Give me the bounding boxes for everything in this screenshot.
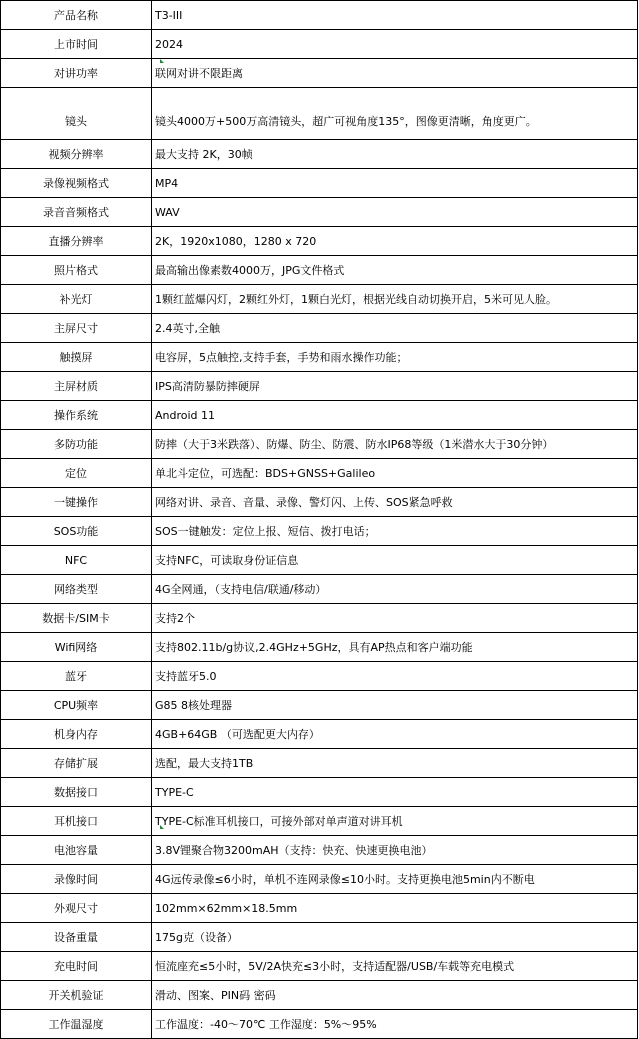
spec-row — [1, 227, 638, 256]
spec-label: 操作系统 — [1, 401, 152, 430]
spec-value: 选配，最大支持1TB — [152, 749, 638, 778]
spec-row — [1, 30, 638, 59]
spec-row — [1, 575, 638, 604]
spec-value: 滑动、图案、PIN码 密码 — [152, 981, 638, 1010]
spec-value: 102mm×62mm×18.5mm — [152, 894, 638, 923]
spec-row — [1, 720, 638, 749]
spec-value: MP4 — [152, 169, 638, 198]
spec-label: 数据卡/SIM卡 — [1, 604, 152, 633]
spec-value: G85 8核处理器 — [152, 691, 638, 720]
spec-label: 一键操作 — [1, 488, 152, 517]
spec-label: 对讲功率 — [1, 59, 152, 88]
spec-value: TYPE-C标准耳机接口，可接外部对单声道对讲耳机 — [152, 807, 638, 836]
spec-value: SOS一键触发：定位上报、短信、拨打电话； — [152, 517, 638, 546]
spec-row — [1, 546, 638, 575]
spec-value: 2.4英寸,全触 — [152, 314, 638, 343]
spec-value: IPS高清防暴防摔硬屏 — [152, 372, 638, 401]
spec-row — [1, 140, 638, 169]
spec-label: 产品名称 — [1, 1, 152, 30]
spec-value: 工作温度：-40～70℃ 工作湿度：5%～95% — [152, 1010, 638, 1039]
spec-label: 补光灯 — [1, 285, 152, 314]
spec-row — [1, 662, 638, 691]
spec-label: 录像视频格式 — [1, 169, 152, 198]
spec-value: 3.8V锂聚合物3200mAH（支持：快充、快速更换电池） — [152, 836, 638, 865]
spec-row — [1, 981, 638, 1010]
cell-comment-marker — [160, 825, 164, 829]
spec-value: 4G远传录像≤6小时，单机不连网录像≤10小时。支持更换电池5min内不断电 — [152, 865, 638, 894]
spec-value: 单北斗定位，可选配：BDS+GNSS+Galileo — [152, 459, 638, 488]
spec-row — [1, 1010, 638, 1039]
spec-label: 蓝牙 — [1, 662, 152, 691]
spec-label: 录像时间 — [1, 865, 152, 894]
spec-label: 视频分辨率 — [1, 140, 152, 169]
spec-row — [1, 633, 638, 662]
spec-label: 直播分辨率 — [1, 227, 152, 256]
spec-label: CPU频率 — [1, 691, 152, 720]
spec-label: NFC — [1, 546, 152, 575]
spec-row — [1, 401, 638, 430]
spec-label: 主屏尺寸 — [1, 314, 152, 343]
spec-label: SOS功能 — [1, 517, 152, 546]
spec-value: 最高输出像素数4000万，JPG文件格式 — [152, 256, 638, 285]
spec-value: 175g克（设备） — [152, 923, 638, 952]
spec-value: 4GB+64GB （可选配更大内存） — [152, 720, 638, 749]
spec-value: 最大支持 2K，30帧 — [152, 140, 638, 169]
spec-label: 网络类型 — [1, 575, 152, 604]
spec-value: 网络对讲、录音、音量、录像、警灯闪、上传、SOS紧急呼救 — [152, 488, 638, 517]
spec-label: 镜头 — [1, 88, 152, 140]
spec-label: 录音音频格式 — [1, 198, 152, 227]
spec-label: 存储扩展 — [1, 749, 152, 778]
spec-label: 设备重量 — [1, 923, 152, 952]
spec-row — [1, 894, 638, 923]
spec-value: 2K，1920x1080，1280 x 720 — [152, 227, 638, 256]
spec-row — [1, 459, 638, 488]
spec-value: 电容屏，5点触控,支持手套，手势和雨水操作功能； — [152, 343, 638, 372]
spec-label: 机身内存 — [1, 720, 152, 749]
spec-label: 开关机验证 — [1, 981, 152, 1010]
spec-row — [1, 778, 638, 807]
spec-table-body — [1, 1, 638, 1039]
spec-row — [1, 256, 638, 285]
spec-value: 支持2个 — [152, 604, 638, 633]
spec-label: 多防功能 — [1, 430, 152, 459]
spec-value: T3-III — [152, 1, 638, 30]
spec-row — [1, 372, 638, 401]
spec-value: Android 11 — [152, 401, 638, 430]
spec-row — [1, 488, 638, 517]
spec-row — [1, 836, 638, 865]
spec-value: 1颗红蓝爆闪灯，2颗红外灯，1颗白光灯，根据光线自动切换开启，5米可见人脸。 — [152, 285, 638, 314]
spec-value: 防摔（大于3米跌落）、防爆、防尘、防震、防水IP68等级（1米潜水大于30分钟） — [152, 430, 638, 459]
spec-label: 上市时间 — [1, 30, 152, 59]
spec-row — [1, 952, 638, 981]
spec-row — [1, 169, 638, 198]
spec-value: 恒流座充≤5小时，5V/2A快充≤3小时，支持适配器/USB/车载等充电模式 — [152, 952, 638, 981]
spec-label: 照片格式 — [1, 256, 152, 285]
spec-value: WAV — [152, 198, 638, 227]
spec-row — [1, 1, 638, 30]
spec-row — [1, 314, 638, 343]
spec-label: 外观尺寸 — [1, 894, 152, 923]
spec-row — [1, 604, 638, 633]
spec-value: 联网对讲不限距离 — [152, 59, 638, 88]
spec-label: 数据接口 — [1, 778, 152, 807]
spec-value: 支持蓝牙5.0 — [152, 662, 638, 691]
spec-label: Wifi网络 — [1, 633, 152, 662]
spec-row — [1, 865, 638, 894]
spec-row — [1, 430, 638, 459]
spec-row — [1, 517, 638, 546]
spec-row — [1, 749, 638, 778]
cell-comment-marker — [160, 59, 164, 63]
spec-row — [1, 59, 638, 88]
spec-value: 支持NFC，可读取身份证信息 — [152, 546, 638, 575]
spec-row — [1, 807, 638, 836]
spec-value: 支持802.11b/g协议,2.4GHz+5GHz，具有AP热点和客户端功能 — [152, 633, 638, 662]
spec-row — [1, 285, 638, 314]
spec-label: 电池容量 — [1, 836, 152, 865]
spec-label: 工作温湿度 — [1, 1010, 152, 1039]
spec-label: 定位 — [1, 459, 152, 488]
spec-label: 主屏材质 — [1, 372, 152, 401]
spec-value: 镜头4000万+500万高清镜头，超广可视角度135°，图像更清晰，角度更广。 — [152, 88, 638, 140]
spec-value: 4G全网通，（支持电信/联通/移动） — [152, 575, 638, 604]
spec-label: 耳机接口 — [1, 807, 152, 836]
spec-value: 2024 — [152, 30, 638, 59]
spec-label: 触摸屏 — [1, 343, 152, 372]
spec-row — [1, 198, 638, 227]
spec-row — [1, 691, 638, 720]
spec-row — [1, 923, 638, 952]
spec-row — [1, 88, 638, 140]
spec-row — [1, 343, 638, 372]
spec-label: 充电时间 — [1, 952, 152, 981]
spec-value: TYPE-C — [152, 778, 638, 807]
